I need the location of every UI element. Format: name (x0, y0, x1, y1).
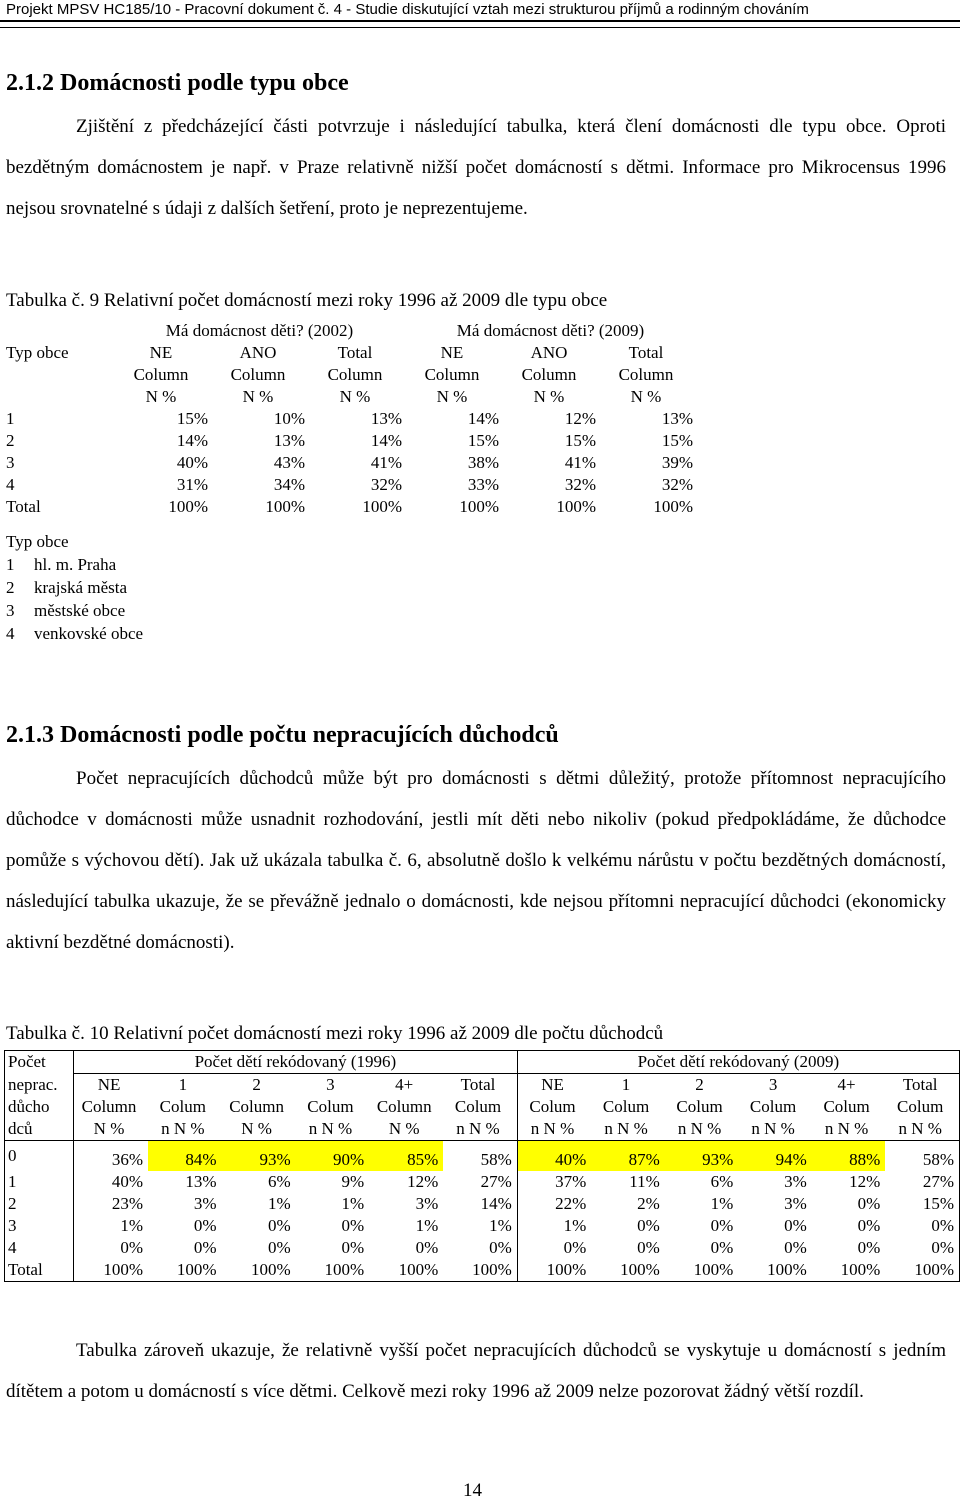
table-cell: 84% (148, 1141, 222, 1171)
section-heading-2-1-2: 2.1.2 Domácnosti podle typu obce (6, 70, 349, 96)
table-cell: 100% (885, 1259, 959, 1282)
legend-number: 4 (6, 624, 15, 643)
col-label: n N % (591, 1118, 665, 1141)
table-cell: 10% (273, 409, 305, 428)
table-cell: 0% (489, 1237, 512, 1257)
row-label: 0 (5, 1141, 74, 1171)
table-cell: 38% (467, 453, 499, 472)
table-cell: 0% (415, 1237, 439, 1257)
paragraph-text: Počet nepracujících důchodců může být pro domácnosti s dětmi důležitý, protože přítomnost nepracujícího důchodce v domácnosti může usnadnit rozhodování, jestli mít děti nebo nikoliv (pokud předpokládáme, že důchodce pomůže s výchovou dětí). Jak už ukázala tabulka č. 6, absolutně došlo k velkému nárůstu v počtu bezdětných domácností, následující tabulka ukazuje, že se převážně jednalo o domácnosti, kde nejsou přítomni nepracující důchodci (ekonomicky aktivní bezdětné domácnosti). (6, 768, 946, 953)
row-header-line: neprac. (5, 1074, 74, 1097)
subheader: Total (337, 343, 373, 362)
col-label: Column (133, 365, 189, 384)
table-cell: 100% (73, 1259, 148, 1282)
table-cell: 100% (222, 1259, 296, 1282)
table-cell: 0% (637, 1237, 660, 1257)
table-cell: 0% (341, 1237, 365, 1257)
table-cell: 0% (193, 1215, 217, 1235)
table-cell: 15% (176, 409, 208, 428)
table-9-legend (6, 530, 143, 645)
table-cell: 0% (267, 1215, 291, 1235)
row-label: Total (5, 1259, 74, 1282)
col-label: N % (242, 387, 274, 406)
header-rule (0, 27, 960, 28)
table-row (6, 408, 696, 430)
table-cell: 22% (517, 1193, 591, 1215)
table-cell: 39% (661, 453, 693, 472)
table-cell: 1% (517, 1215, 591, 1237)
col-label: n N % (296, 1118, 370, 1141)
col-label: n N % (517, 1118, 591, 1141)
table-cell: 100% (168, 497, 208, 516)
table-cell: 33% (467, 475, 499, 494)
table-cell: 0% (857, 1237, 881, 1257)
legend-item (6, 622, 143, 645)
col-label: N % (73, 1118, 148, 1141)
table-cell: 0% (710, 1237, 734, 1257)
table-cell: 14% (467, 409, 499, 428)
table-cell: 100% (369, 1259, 443, 1282)
table-cell: 41% (564, 453, 596, 472)
col-label: N % (436, 387, 468, 406)
table-cell: 32% (370, 475, 402, 494)
col-label: Colum (517, 1096, 591, 1118)
table-row (6, 452, 696, 474)
table-cell: 32% (661, 475, 693, 494)
col-label: n N % (885, 1118, 959, 1141)
col-label: Colum (602, 1097, 650, 1116)
col-label: n N % (665, 1118, 739, 1141)
table-cell: 100% (517, 1259, 591, 1282)
table-cell: 3% (415, 1193, 439, 1213)
table-cell: 87% (591, 1141, 665, 1171)
legend-label: městské obce (34, 601, 126, 620)
group-header-2002: Má domácnost děti? (2002) (165, 321, 354, 340)
table-cell: 100% (296, 1259, 370, 1282)
table-cell: 0% (73, 1237, 148, 1259)
table-10 (4, 1050, 960, 1282)
subheader: 3 (768, 1075, 778, 1094)
section-paragraph-2 (6, 758, 946, 963)
row-header-line: Počet (5, 1051, 74, 1074)
subheader: 2 (252, 1075, 261, 1094)
table-cell: 40% (176, 453, 208, 472)
subheader: NE (517, 1074, 591, 1097)
col-label: Column (618, 365, 674, 384)
legend-number: 3 (6, 601, 15, 620)
table-row (5, 1215, 960, 1237)
table-cell: 85% (369, 1141, 443, 1171)
table-cell: 0% (637, 1215, 660, 1235)
table-cell: 100% (812, 1259, 886, 1282)
table-cell: 37% (517, 1171, 591, 1193)
table-cell: 1% (415, 1215, 439, 1235)
row-header-line: důcho (5, 1096, 74, 1118)
section-paragraph-3 (6, 1330, 946, 1412)
running-header: Projekt MPSV HC185/10 - Pracovní dokument č. 4 - Studie diskutující vztah mezi strukturou příjmů a rodinným chováním (0, 0, 960, 22)
col-label: n N % (443, 1118, 517, 1141)
table-row (5, 1193, 960, 1215)
table-cell: 1% (710, 1193, 734, 1213)
table-cell: 6% (267, 1171, 291, 1191)
col-label: Colum (676, 1097, 723, 1116)
col-label: Column (424, 365, 480, 384)
table-10-caption: Tabulka č. 10 Relativní počet domácností mezi roky 1996 až 2009 dle počtu důchodců (6, 1023, 664, 1044)
table-cell: 94% (738, 1141, 812, 1171)
table-cell: 41% (370, 453, 402, 472)
table-cell: 12% (849, 1171, 881, 1191)
group-header: Počet dětí rekódovaný (1996) (73, 1051, 517, 1074)
table-cell: 58% (480, 1149, 512, 1169)
table-cell: 1% (341, 1193, 365, 1213)
row-label: Total (6, 497, 41, 516)
legend-item (6, 553, 143, 576)
legend-label: krajská města (34, 578, 127, 597)
subheader: Total (460, 1075, 496, 1094)
table-cell: 32% (564, 475, 596, 494)
table-cell: 15% (885, 1193, 959, 1215)
row-header: Typ obce (6, 343, 69, 362)
subheader: 4+ (395, 1075, 414, 1094)
row-header-line: dců (5, 1118, 74, 1141)
subheader: Total (628, 343, 664, 362)
legend-label: venkovské obce (34, 624, 144, 643)
table-cell: 14% (176, 431, 208, 450)
table-cell: 93% (222, 1141, 296, 1171)
col-label: N % (369, 1118, 443, 1141)
legend-number: 2 (6, 578, 15, 597)
row-label: 1 (6, 409, 15, 428)
col-label: Colum (454, 1097, 502, 1116)
col-label: Column (229, 1097, 285, 1116)
paragraph-text: Zjištění z předcházející části potvrzuje i následující tabulka, která člení domácnosti dle typu obce. Oproti bezdětným domácnostem je např. v Praze relativně nižší počet domácností s dětmi. Informace pro Mikrocensus 1996 nejsou srovnatelné s údaji z dalších šetření, proto je neprezentujeme. (6, 116, 946, 219)
paragraph-text: Tabulka zároveň ukazuje, že relativně vyšší počet nepracujících důchodců se vyskytuje u domácností s jedním dítětem a potom u domácností s více dětmi. Celkově mezi roky 1996 až 2009 nelze pozorovat žádný větší rozdíl. (6, 1340, 946, 1402)
table-cell: 14% (480, 1193, 512, 1213)
table-cell: 9% (341, 1171, 365, 1191)
table-cell: 100% (665, 1259, 739, 1282)
table-cell: 100% (459, 497, 499, 516)
table-cell: 13% (185, 1171, 217, 1191)
table-cell: 1% (489, 1215, 512, 1235)
table-cell: 0% (193, 1237, 217, 1257)
group-header: Počet dětí rekódovaný (2009) (517, 1051, 959, 1074)
col-label: N % (145, 387, 177, 406)
table-9 (6, 320, 696, 518)
table-cell: 40% (517, 1141, 591, 1171)
col-label: n N % (738, 1118, 812, 1141)
table-row (5, 1259, 960, 1282)
col-label: Column (327, 365, 383, 384)
table-cell: 13% (273, 431, 305, 450)
table-row (5, 1141, 960, 1171)
col-label: Column (521, 365, 577, 384)
row-label: 4 (6, 475, 15, 494)
legend-label: hl. m. Praha (34, 555, 117, 574)
table-cell: 13% (661, 409, 693, 428)
table-cell: 3% (193, 1193, 217, 1213)
table-row (5, 1171, 960, 1193)
table-cell: 3% (784, 1171, 807, 1191)
col-label: Column (376, 1097, 432, 1116)
col-label: N % (533, 387, 565, 406)
legend-number: 1 (6, 555, 15, 574)
table-cell: 43% (273, 453, 305, 472)
table-row (6, 474, 696, 496)
table-cell: 0% (784, 1237, 807, 1257)
table-cell: 0% (784, 1215, 807, 1235)
table-cell: 0% (267, 1237, 291, 1257)
col-label: Colum (823, 1097, 870, 1116)
table-cell: 93% (665, 1141, 739, 1171)
page-number: 14 (463, 1480, 482, 1501)
section-paragraph-1 (6, 106, 946, 229)
subheader: 1 (178, 1075, 188, 1094)
col-label: N % (339, 387, 371, 406)
subheader: 2 (695, 1075, 704, 1094)
subheader: NE (149, 343, 173, 362)
row-label: 4 (5, 1237, 74, 1259)
subheader: 4+ (837, 1075, 856, 1094)
table-row (5, 1237, 960, 1259)
table-cell: 100% (556, 497, 596, 516)
group-header-2009: Má domácnost děti? (2009) (456, 321, 645, 340)
table-cell: 0% (341, 1215, 365, 1235)
subheader: NE (73, 1074, 148, 1097)
table-cell: 31% (176, 475, 208, 494)
table-cell: 15% (467, 431, 499, 450)
table-cell: 3% (784, 1193, 807, 1213)
table-cell: 0% (857, 1215, 881, 1235)
subheader: ANO (239, 343, 277, 362)
row-label: 3 (6, 453, 15, 472)
table-cell: 36% (73, 1141, 148, 1171)
subheader: 3 (326, 1075, 335, 1094)
table-cell: 0% (710, 1215, 734, 1235)
table-cell: 88% (812, 1141, 886, 1171)
table-row (6, 430, 696, 452)
table-cell: 1% (73, 1215, 148, 1237)
table-cell: 100% (148, 1259, 222, 1282)
table-row (6, 496, 696, 518)
table-cell: 100% (265, 497, 305, 516)
col-label: Colum (749, 1097, 797, 1116)
table-cell: 100% (653, 497, 693, 516)
table-cell: 100% (591, 1259, 665, 1282)
table-cell: 15% (564, 431, 596, 450)
col-label: n N % (812, 1118, 886, 1141)
table-cell: 0% (885, 1237, 959, 1259)
col-label: n N % (148, 1118, 222, 1141)
section-heading-2-1-3: 2.1.3 Domácnosti podle počtu nepracujících důchodců (6, 722, 559, 748)
table-cell: 23% (73, 1193, 148, 1215)
subheader: ANO (530, 343, 568, 362)
table-cell: 100% (362, 497, 402, 516)
table-cell: 14% (370, 431, 402, 450)
col-label: Column (230, 365, 286, 384)
table-cell: 0% (517, 1237, 591, 1259)
table-cell: 12% (407, 1171, 439, 1191)
table-cell: 58% (885, 1141, 959, 1171)
table-cell: 2% (637, 1193, 660, 1213)
subheader: NE (440, 343, 464, 362)
row-label: 3 (5, 1215, 74, 1237)
subheader: Total (885, 1074, 959, 1097)
col-label: Colum (307, 1097, 354, 1116)
legend-title: Typ obce (6, 532, 69, 551)
table-cell: 0% (857, 1193, 881, 1213)
table-cell: 15% (661, 431, 693, 450)
col-label: Colum (885, 1096, 959, 1118)
legend-item (6, 599, 143, 622)
row-label: 2 (6, 431, 15, 450)
col-label: Column (73, 1096, 148, 1118)
row-label: 2 (5, 1193, 74, 1215)
col-label: Colum (159, 1097, 206, 1116)
table-cell: 0% (885, 1215, 959, 1237)
table-cell: 11% (629, 1171, 660, 1191)
subheader: 1 (621, 1075, 631, 1094)
table-cell: 27% (885, 1171, 959, 1193)
table-cell: 40% (73, 1171, 148, 1193)
table-cell: 6% (710, 1171, 734, 1191)
table-9-caption: Tabulka č. 9 Relativní počet domácností mezi roky 1996 až 2009 dle typu obce (6, 290, 608, 311)
legend-item (6, 576, 143, 599)
table-cell: 100% (738, 1259, 812, 1282)
table-cell: 1% (267, 1193, 291, 1213)
table-cell: 34% (273, 475, 305, 494)
table-cell: 12% (564, 409, 596, 428)
col-label: N % (630, 387, 662, 406)
table-cell: 100% (443, 1259, 517, 1282)
table-cell: 13% (370, 409, 402, 428)
table-cell: 90% (296, 1141, 370, 1171)
col-label: N % (222, 1118, 296, 1141)
table-cell: 27% (480, 1171, 512, 1191)
row-label: 1 (5, 1171, 74, 1193)
